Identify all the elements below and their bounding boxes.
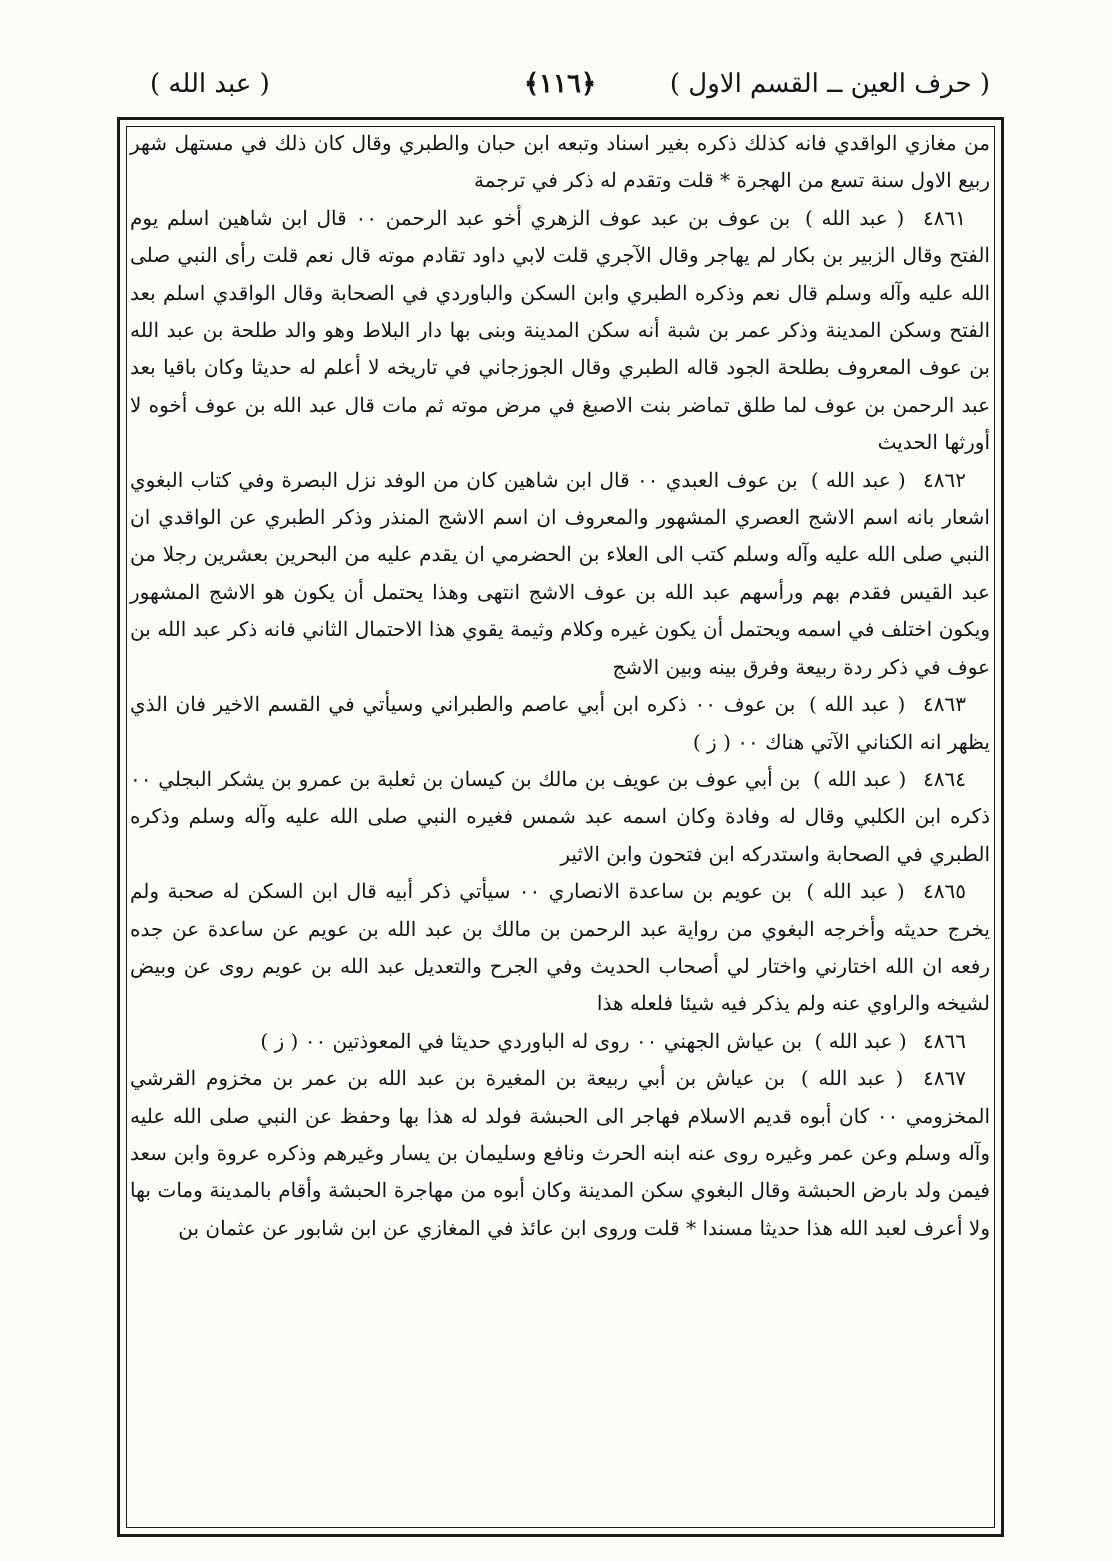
entry-name: ( عبد الله ) <box>814 1028 907 1053</box>
entry-name: ( عبد الله ) <box>813 766 907 791</box>
entry-4867 <box>130 1060 990 1247</box>
entry-number: ٤٨٦١ <box>923 205 966 230</box>
entry-text: بن أبي عوف بن عويف بن مالك بن كيسان بن ثعلبة بن عمرو بن يشكر البجلي ٠٠ ذكره ابن الكلبي وقال له وفادة وكان اسمه عبد شمس فغيره النبي صلى الله عليه وآله وسلم وذكره الطبري في الصحابة واستدركه ابن فتحون وابن الاثير <box>130 766 990 866</box>
entry-4863 <box>130 686 990 761</box>
page-number: ﴿١١٦﴾ <box>523 69 597 99</box>
entry-4861 <box>130 200 990 462</box>
entry-number: ٤٨٦٦ <box>923 1028 966 1053</box>
entry-number: ٤٨٦٥ <box>923 879 966 904</box>
entry-4866 <box>130 1023 990 1060</box>
entry-number: ٤٨٦٣ <box>923 692 966 717</box>
entry-text: بن عوف ٠٠ ذكره ابن أبي عاصم والطبراني وسيأتي في القسم الاخير فان الذي يظهر انه الكناني الآتي هناك ٠٠ ( ز ) <box>130 692 990 754</box>
entry-text: بن عياش بن أبي ربيعة بن المغيرة بن عبد الله بن عمر بن مخزوم القرشي المخزومي ٠٠ كان أبوه قديم الاسلام فهاجر الى الحبشة فولد له هذا بها وحفظ عن النبي صلى الله عليه وآله وسلم وعن عمر وغيره روى عنه ابنه الحرث ونافع وسليمان بن يسار وغيرهم وذكره عروة وابن سعد فيمن ولد بارض الحبشة وقال البغوي سكن المدينة وكان أبوه من مهاجرة الحبشة وأقام بالمدينة ومات بها ولا أعرف لعبد الله هذا حديثا مسندا * قلت وروى ابن عائذ في المغازي عن ابن شابور عن عثمان بن <box>130 1066 990 1240</box>
chapter-title: ( حرف العين ــ القسم الاول ) <box>669 69 990 99</box>
entry-name: ( عبد الله ) <box>804 205 905 230</box>
entry-text: بن عوف العبدي ٠٠ قال ابن شاهين كان من الوفد نزل البصرة وفي كتاب البغوي اشعار بانه اسم الاشج العصري المشهور والمعروف ان اسم الاشج المنذر وذكر الطبري عن الواقدي ان النبي صلى الله عليه وآله وسلم كتب الى العلاء بن الحضرمي ان يقدم عليه من البحرين بعشرين رجلا من عبد القيس فقدم بهم ورأسهم عبد الله بن عوف الاشج انتهى وهذا يحتمل أن يكون هو الاشج المشهور ويكون اختلف في اسمه ويحتمل أن يكون غيره وكلام وثيمة يقوي هذا الاحتمال الثاني فانه ذكر عبد الله بن عوف في ذكر ردة ربيعة وفرق بينه وبين الاشج <box>130 467 990 679</box>
entry-number: ٤٨٦٢ <box>923 467 966 492</box>
entry-name: ( عبد الله ) <box>810 467 906 492</box>
paragraph-text: من مغازي الواقدي فانه كذلك ذكره بغير اسناد وتبعه ابن حبان والطبري وقال كان ذلك في مستهل شهر ربيع الاول سنة تسع من الهجرة * قلت وتقدم له ذكر في ترجمة <box>130 131 990 193</box>
continuation-paragraph <box>130 125 990 200</box>
running-title: ( عبد الله ) <box>150 69 270 99</box>
entry-4864 <box>130 761 990 873</box>
entry-name: ( عبد الله ) <box>809 692 906 717</box>
page-header <box>130 62 990 106</box>
entry-text: بن عياش الجهني ٠٠ روى له الباوردي حديثا في المعوذتين ٠٠ ( ز ) <box>260 1028 803 1053</box>
entry-name: ( عبد الله ) <box>800 1066 904 1091</box>
entry-4862 <box>130 462 990 686</box>
entry-number: ٤٨٦٤ <box>923 766 967 791</box>
entry-number: ٤٨٦٧ <box>923 1066 967 1091</box>
entry-name: ( عبد الله ) <box>806 879 905 904</box>
entry-text: بن عوف بن عبد عوف الزهري أخو عبد الرحمن ٠٠ قال ابن شاهين اسلم يوم الفتح وقال الزبير بن بكار لم يهاجر وقال الآجري قلت لابي داود تقادم موته قال نعم قلت رأى النبي صلى الله عليه وآله وسلم قال نعم وذكره الطبري وابن السكن والباوردي في الصحابة وقال الواقدي اسلم بعد الفتح وسكن المدينة وذكر عمر بن شبة أنه سكن المدينة وبنى بها دار البلاط وهو والد طلحة بن عبد الله بن عوف المعروف بطلحة الجود قاله الطبري وقال الجوزجاني في تاريخه لا أعلم له حديثا وكان باقيا بعد عبد الرحمن بن عوف لما طلق تماضر بنت الاصبغ في مرض موته ثم مات قال عبد الله بن عوف أخوه لا أورثها الحديث <box>130 205 990 455</box>
body-text <box>130 125 990 1247</box>
entry-text: بن عويم بن ساعدة الانصاري ٠٠ سيأتي ذكر أبيه قال ابن السكن له صحبة ولم يخرج حديثه وأخرجه البغوي من رواية عبد الرحمن بن مالك بن عبد الله بن عويم عن ساعدة عن جده رفعه ان الله اختارني واختار لي أصحاب الحديث وفي الجرح والتعديل عبد الله بن عويم روى عن وبيض لشيخه والراوي عنه ولم يذكر فيه شيئا فلعله هذا <box>130 879 990 1016</box>
entry-4865 <box>130 873 990 1023</box>
